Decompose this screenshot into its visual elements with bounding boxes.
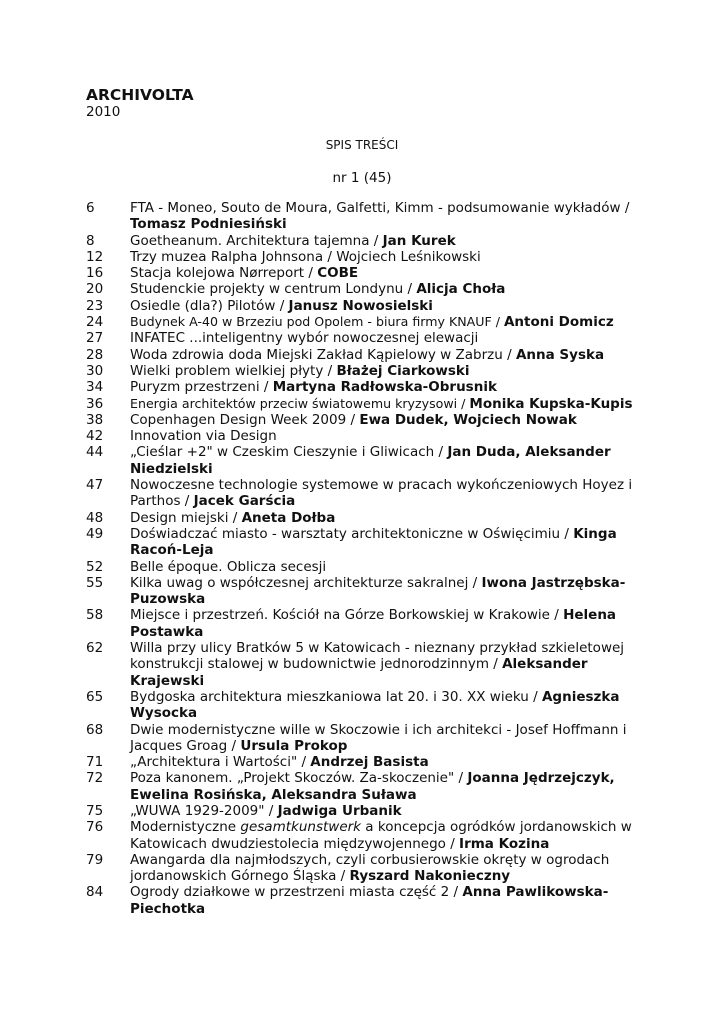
toc-title-text: Trzy muzea Ralpha Johnsona / Wojciech Leśnikowski [130, 248, 481, 265]
toc-author: Jadwiga Urbanik [277, 802, 402, 819]
toc-author: Jan Duda, Aleksander Niedzielski [130, 444, 611, 477]
toc-entry [86, 265, 646, 281]
toc-page-number: 20 [86, 281, 104, 298]
toc-title-text: Energia architektów przeciw światowemu kryzysowi / [130, 395, 470, 411]
toc-entry [86, 379, 646, 395]
toc-entry [86, 607, 646, 640]
toc-author: Aneta Dołba [241, 509, 336, 526]
toc-entry [86, 363, 646, 379]
toc-author: Jacek Garścia [193, 493, 296, 510]
toc-author: COBE [317, 265, 359, 282]
toc-page-number: 79 [86, 851, 104, 868]
toc-author: Ewa Dudek, Wojciech Nowak [359, 411, 577, 428]
toc-author: Jan Kurek [382, 232, 456, 249]
toc-author: Ursula Prokop [240, 737, 348, 754]
toc-entry [86, 770, 646, 803]
toc-entry [86, 640, 646, 689]
toc-title-text: Osiedle (dla?) Pilotów / [130, 297, 289, 314]
toc-title-text: Kilka uwag o współczesnej architekturze sakralnej / [130, 574, 482, 591]
toc-title-text: Innovation via Design [130, 428, 277, 445]
toc-title-text: FTA - Moneo, Souto de Moura, Galfetti, Kimm - podsumowanie wykładów / [130, 200, 630, 216]
toc-title-text: Budynek A-40 w Brzeziu pod Opolem - biura firmy KNAUF / [130, 314, 504, 330]
toc-entry [86, 722, 646, 755]
toc-entry [86, 200, 646, 233]
toc-author: Iwona Jastrzębska-Puzowska [130, 574, 626, 608]
toc-page-number: 75 [86, 802, 104, 819]
toc-page-number: 36 [86, 395, 104, 412]
toc-page-number: 8 [86, 232, 95, 249]
journal-year: 2010 [86, 104, 121, 120]
toc-title-text: Belle époque. Oblicza secesji [130, 558, 327, 575]
toc-page-number: 49 [86, 525, 104, 542]
toc-entry [86, 330, 646, 346]
toc-title-text: Ogrody działkowe w przestrzeni miasta część 2 / [130, 884, 463, 901]
toc-page-number: 62 [86, 640, 104, 657]
toc-entry [86, 412, 646, 428]
toc-title-text: a koncepcja ogródków jordanowskich w Katowicach dwudziestolecia międzywojennego / [130, 819, 632, 852]
toc-entry [86, 444, 646, 477]
toc-entry [86, 298, 646, 314]
toc-page-number: 23 [86, 297, 104, 314]
toc-author: Janusz Nowosielski [288, 297, 433, 314]
toc-author: Helena Postawka [130, 607, 617, 640]
toc-author: Kinga Racoń-Leja [130, 525, 617, 559]
toc-entry [86, 510, 646, 526]
toc-page-number: 42 [86, 428, 104, 445]
toc-author: Anna Syska [515, 346, 605, 363]
toc-page-number: 30 [86, 362, 104, 379]
toc-author: Ryszard Nakonieczny [349, 868, 511, 885]
toc-author: Anna Pawlikowska-Piechotka [130, 884, 609, 917]
toc-entry [86, 249, 646, 265]
toc-author: Agnieszka Wysocka [130, 688, 620, 722]
toc-title-text: Modernistyczne [130, 819, 241, 836]
toc-list [86, 200, 646, 917]
toc-page-number: 44 [86, 444, 104, 461]
toc-entry [86, 526, 646, 559]
toc-page-number: 52 [86, 558, 104, 575]
toc-title-text: INFATEC ...inteligentny wybór nowoczesnej elewacji [130, 330, 479, 347]
toc-title-text: Dwie modernistyczne wille w Skoczowie i ich architekci - Josef Hoffmann i Jacques Groag / [130, 721, 627, 754]
toc-title-text: Miejsce i przestrzeń. Kościół na Górze Borkowskiej w Krakowie / [130, 607, 564, 624]
toc-page-number: 6 [86, 200, 95, 216]
toc-author: Tomasz Podniesiński [130, 216, 287, 233]
toc-entry [86, 314, 646, 330]
toc-page-number: 16 [86, 265, 104, 282]
toc-page-number: 58 [86, 607, 104, 624]
toc-title-text: Bydgoska architektura mieszkaniowa lat 20. i 30. XX wieku / [130, 688, 542, 705]
toc-page-number: 76 [86, 819, 104, 836]
journal-title: ARCHIVOLTA [86, 86, 194, 104]
toc-author: Monika Kupska-Kupis [469, 395, 633, 412]
toc-author: Błażej Ciarkowski [336, 362, 470, 379]
toc-entry [86, 281, 646, 297]
toc-author: Alicja Choła [416, 281, 506, 298]
issue-number: nr 1 (45) [332, 170, 392, 186]
toc-title-text: gesamtkunstwerk [240, 819, 361, 836]
toc-entry [86, 884, 646, 917]
toc-title-text: Goetheanum. Architektura tajemna / [130, 232, 383, 249]
toc-entry [86, 428, 646, 444]
toc-entry [86, 396, 646, 412]
toc-heading [0, 138, 724, 152]
toc-entry [86, 689, 646, 722]
toc-entry [86, 852, 646, 885]
toc-page-number: 48 [86, 509, 104, 526]
toc-entry [86, 754, 646, 770]
toc-entry [86, 803, 646, 819]
toc-title-text: „Architektura i Wartości" / [130, 754, 311, 771]
toc-page-number: 84 [86, 884, 104, 901]
toc-entry [86, 559, 646, 575]
toc-title-text: Design miejski / [130, 509, 242, 526]
toc-entry [86, 819, 646, 852]
toc-page-number: 68 [86, 721, 104, 738]
toc-title-text: Doświadczać miasto - warsztaty architektoniczne w Oświęcimiu / [130, 525, 574, 542]
toc-entry [86, 347, 646, 363]
toc-title-text: Nowoczesne technologie systemowe w pracach wykończeniowych Hoyez i Parthos / [130, 477, 633, 510]
toc-title-text: Poza kanonem. „Projekt Skoczów. Za-skoczenie" / [130, 770, 468, 787]
toc-page-number: 71 [86, 754, 104, 771]
toc-title-text: Wielki problem wielkiej płyty / [130, 362, 337, 379]
toc-author: Andrzej Basista [310, 754, 429, 771]
toc-title-text: Puryzm przestrzeni / [130, 379, 273, 396]
toc-author: Aleksander Krajewski [130, 656, 588, 689]
toc-title-text: Copenhagen Design Week 2009 / [130, 411, 360, 428]
toc-page-number: 34 [86, 379, 104, 396]
toc-page-number: 28 [86, 346, 104, 363]
toc-author: Joanna Jędrzejczyk, Ewelina Rosińska, Aleksandra Suława [130, 770, 615, 803]
toc-author: Irma Kozina [459, 835, 550, 852]
toc-author: Antoni Domicz [503, 314, 614, 331]
toc-page-number: 27 [86, 330, 104, 347]
toc-page-number: 65 [86, 688, 104, 705]
toc-title-text: „Cieślar +2" w Czeskim Cieszynie i Gliwicach / [130, 444, 448, 461]
toc-title-text: Studenckie projekty w centrum Londynu / [130, 281, 417, 298]
toc-title-text: Stacja kolejowa Nørreport / [130, 265, 318, 282]
toc-page-number: 55 [86, 574, 104, 591]
toc-entry [86, 233, 646, 249]
toc-heading-text: SPIS TREŚCI [325, 138, 399, 152]
toc-page-number: 47 [86, 477, 104, 494]
toc-title-text: Woda zdrowia doda Miejski Zakład Kąpielowy w Zabrzu / [130, 346, 516, 363]
toc-title-text: Willa przy ulicy Bratków 5 w Katowicach - nieznany przykład szkieletowej konstrukcji stalowej w budownictwie jednorodzinnym / [130, 640, 625, 673]
toc-page-number: 12 [86, 248, 104, 265]
toc-title-text: Awangarda dla najmłodszych, czyli corbusierowskie okręty w ogrodach jordanowskich Górnego Śląska / [130, 851, 610, 885]
toc-page-number: 24 [86, 314, 104, 331]
toc-entry [86, 477, 646, 510]
toc-title-text: „WUWA 1929-2009" / [130, 802, 278, 819]
toc-page-number: 72 [86, 770, 104, 787]
toc-page-number: 38 [86, 411, 104, 428]
toc-author: Martyna Radłowska-Obrusnik [272, 379, 497, 396]
toc-entry [86, 575, 646, 608]
